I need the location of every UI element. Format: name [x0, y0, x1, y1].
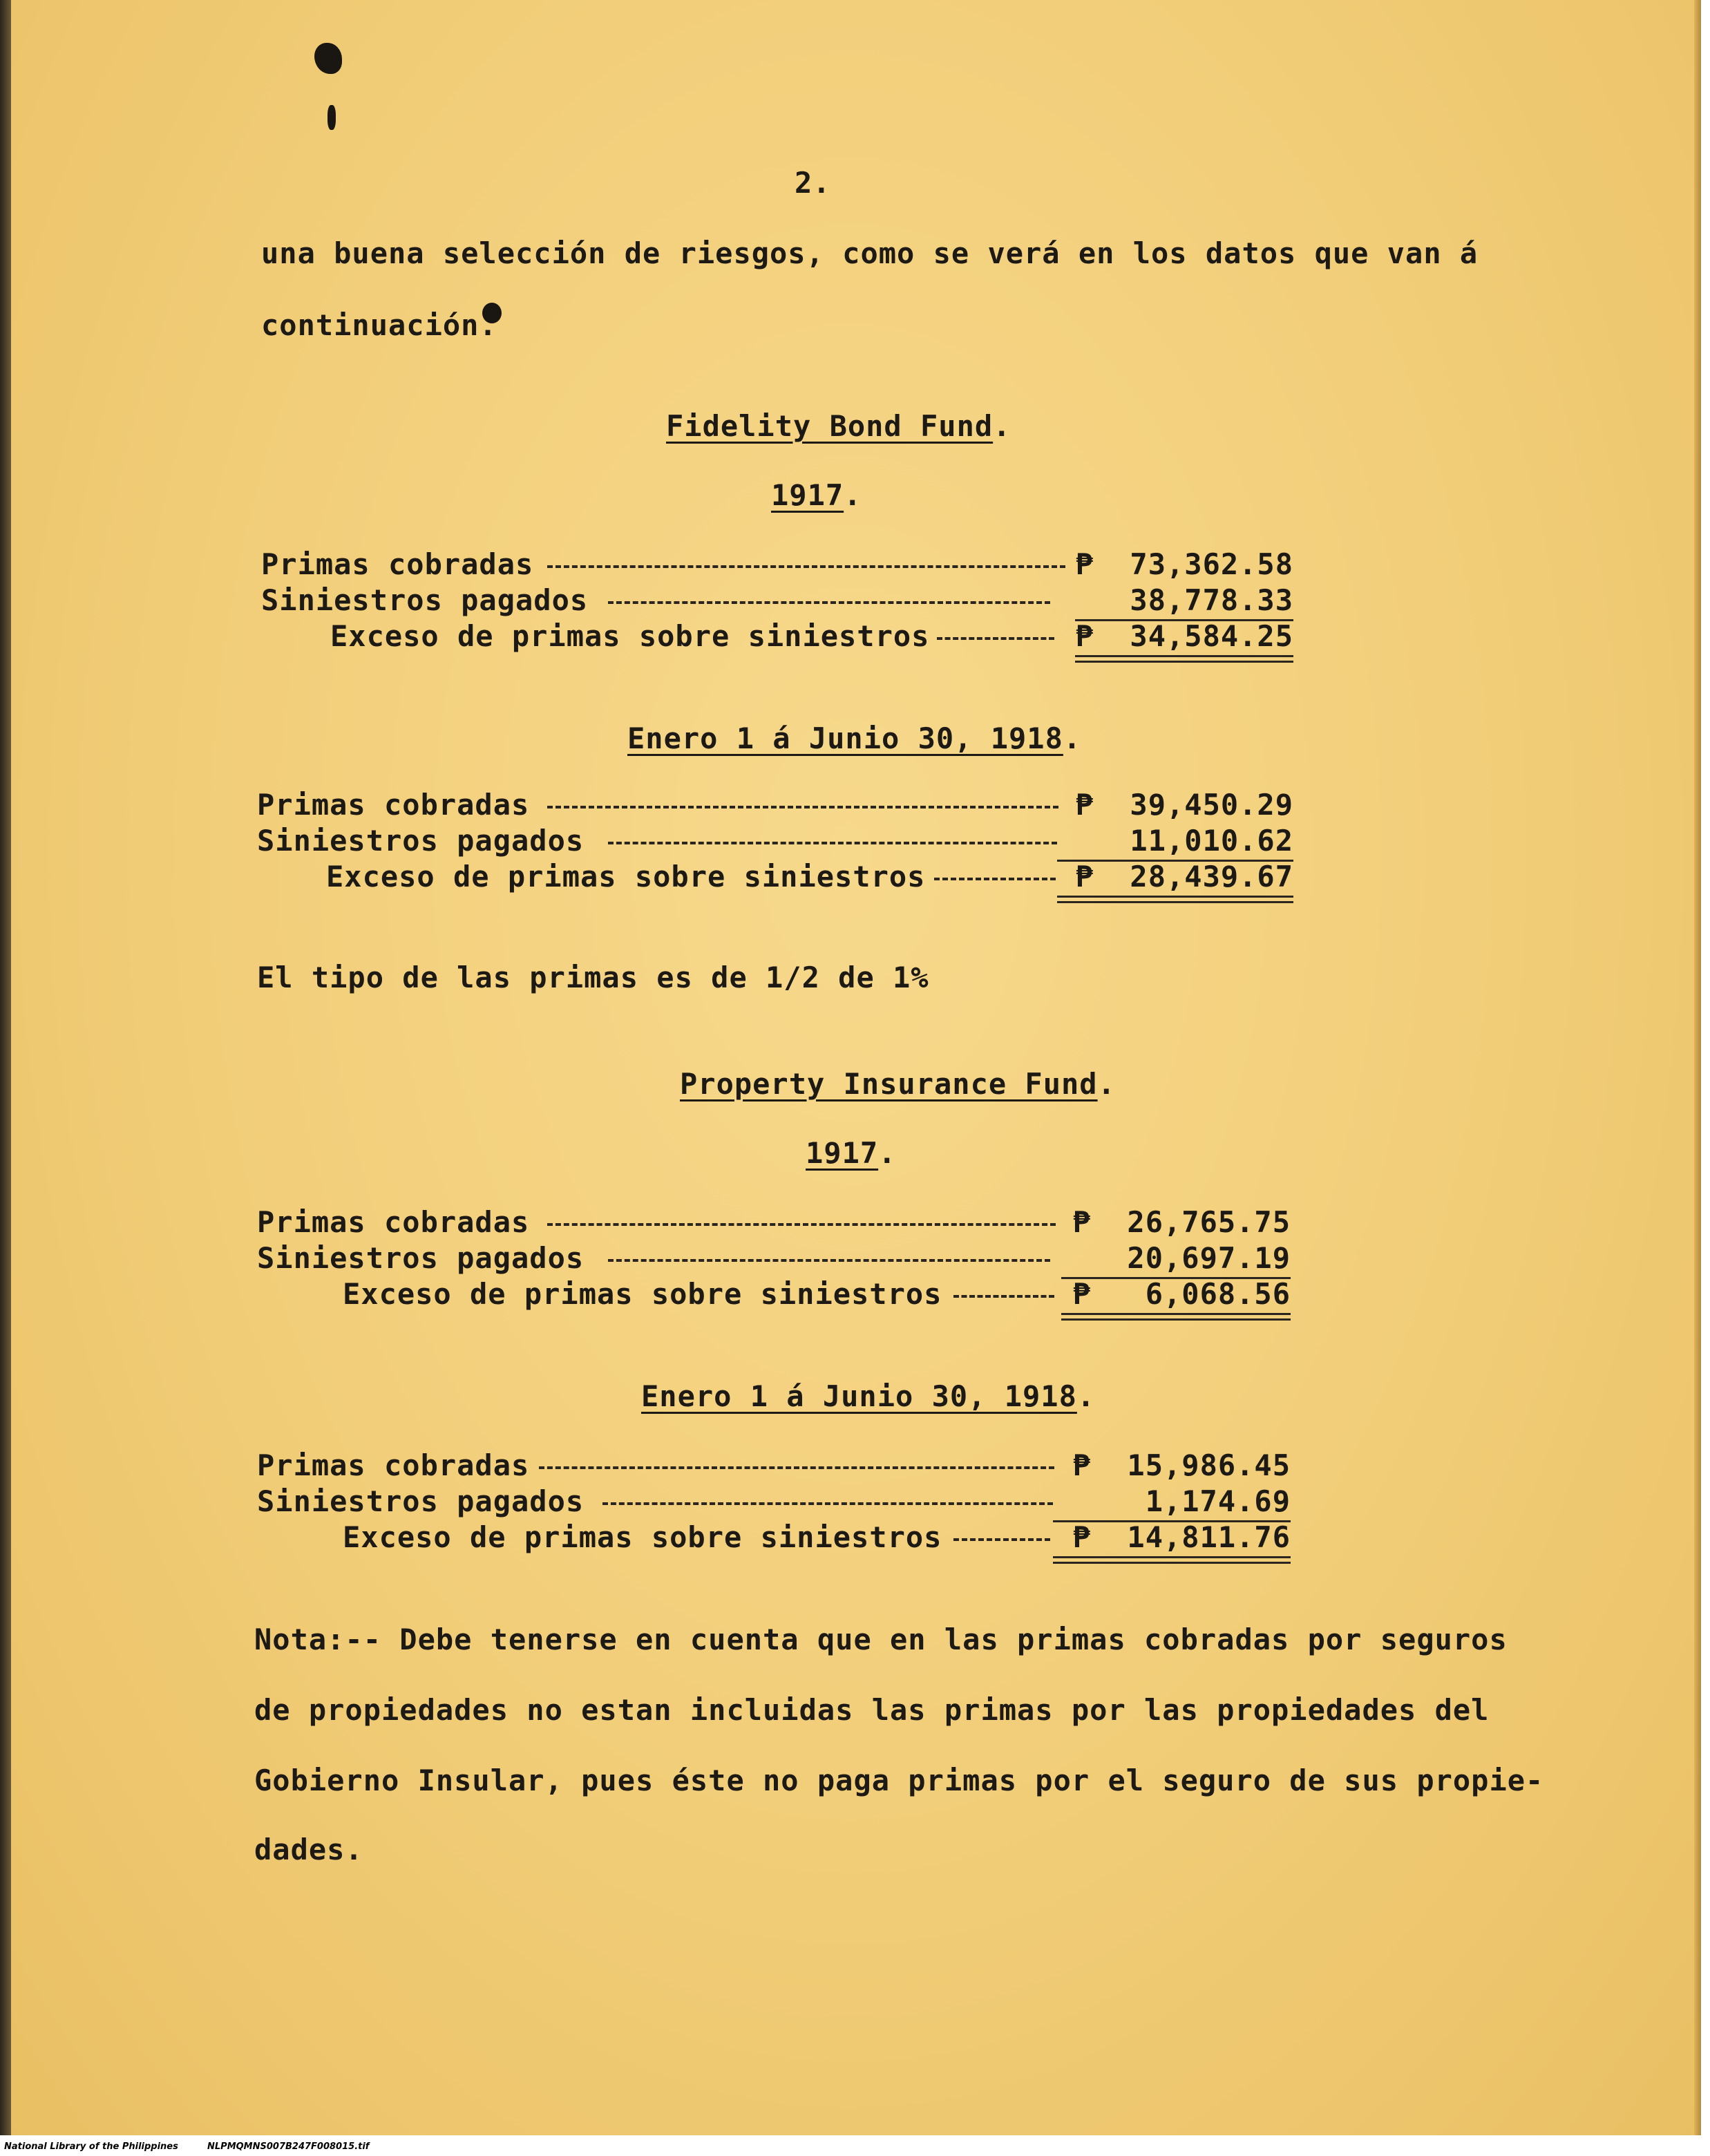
property-heading: Property Insurance Fund.: [680, 1067, 1116, 1101]
leader-line: [547, 806, 1058, 808]
property-1918-exceso-value: ₱ 14,811.76: [1072, 1520, 1291, 1554]
nota-line-4: dades.: [254, 1833, 363, 1866]
fidelity-1918-primas-value: ₱ 39,450.29: [1075, 788, 1293, 822]
property-1917-exceso-label: Exceso de primas sobre siniestros: [343, 1277, 942, 1311]
nota-line-3: Gobierno Insular, pues éste no paga primas por el seguro de sus propie-: [254, 1763, 1544, 1797]
property-1918-primas-label: Primas cobradas: [257, 1448, 530, 1482]
total-rule-double: [1075, 661, 1293, 663]
leader-line: [547, 1223, 1056, 1226]
total-rule-double: [1053, 1562, 1291, 1564]
total-rule: [1057, 896, 1293, 898]
scan-footer: [0, 2137, 1710, 2156]
fidelity-1917-siniestros-label: Siniestros pagados: [261, 583, 589, 617]
fidelity-half-heading: Enero 1 á Junio 30, 1918.: [627, 721, 1082, 755]
property-1917-siniestros-value: 20,697.19: [1127, 1241, 1291, 1275]
intro-line-1: una buena selección de riesgos, como se verá en los datos que van á: [261, 236, 1479, 270]
property-1917-siniestros-label: Siniestros pagados: [257, 1241, 585, 1275]
punch-hole-mark: [314, 43, 342, 74]
fidelity-1918-siniestros-value: 11,010.62: [1130, 824, 1293, 858]
leader-line: [953, 1538, 1050, 1541]
leader-line: [539, 1466, 1054, 1469]
fidelity-1917-exceso-label: Exceso de primas sobre siniestros: [330, 619, 930, 653]
property-1918-siniestros-value: 1,174.69: [1145, 1484, 1291, 1518]
scan-edge-right: [1694, 0, 1701, 2135]
fidelity-heading: Fidelity Bond Fund.: [666, 409, 1011, 443]
leader-line: [608, 842, 1057, 844]
total-rule: [1061, 1313, 1291, 1315]
fidelity-1917-primas-value: ₱ 73,362.58: [1075, 547, 1293, 581]
rate-note: El tipo de las primas es de 1/2 de 1%: [257, 961, 929, 994]
property-1917-primas-value: ₱ 26,765.75: [1072, 1205, 1291, 1239]
property-1917-exceso-value: ₱ 6,068.56: [1072, 1277, 1291, 1311]
footer-library: National Library of the Philippines: [4, 2141, 178, 2152]
fidelity-1918-exceso-label: Exceso de primas sobre siniestros: [326, 860, 926, 893]
leader-line: [934, 878, 1056, 880]
intro-line-2: continuación.: [261, 308, 497, 342]
fidelity-1917-exceso-value: ₱ 34,584.25: [1075, 619, 1293, 653]
nota-line-1: Nota:-- Debe tenerse en cuenta que en las primas cobradas por seguros: [254, 1623, 1508, 1656]
leader-line: [608, 601, 1050, 604]
leader-line: [608, 1259, 1050, 1262]
nota-line-2: de propiedades no estan incluidas las primas por las propiedades del: [254, 1693, 1490, 1727]
leader-line: [953, 1295, 1054, 1298]
property-1917-primas-label: Primas cobradas: [257, 1205, 530, 1239]
property-year-heading: 1917.: [806, 1136, 897, 1170]
total-rule: [1053, 1556, 1291, 1558]
property-1918-primas-value: ₱ 15,986.45: [1072, 1448, 1291, 1482]
leader-line: [547, 565, 1065, 568]
property-half-heading: Enero 1 á Junio 30, 1918.: [641, 1379, 1096, 1413]
leader-line: [602, 1502, 1053, 1505]
property-1918-exceso-label: Exceso de primas sobre siniestros: [343, 1520, 942, 1554]
scan-edge-left: [0, 0, 11, 2135]
fidelity-1917-siniestros-value: 38,778.33: [1130, 583, 1293, 617]
fidelity-1918-siniestros-label: Siniestros pagados: [257, 824, 585, 858]
property-1918-siniestros-label: Siniestros pagados: [257, 1484, 585, 1518]
fidelity-1918-exceso-value: ₱ 28,439.67: [1075, 860, 1293, 893]
footer-filename: NLPMQMNS007B247F008015.tif: [207, 2141, 370, 2152]
leader-line: [937, 637, 1054, 640]
total-rule: [1075, 655, 1293, 657]
punch-hole-mark-small: [327, 105, 336, 130]
page-number: 2.: [795, 166, 831, 200]
fidelity-1918-primas-label: Primas cobradas: [257, 788, 530, 822]
fidelity-year-heading: 1917.: [771, 478, 862, 512]
total-rule-double: [1057, 901, 1293, 903]
total-rule-double: [1061, 1318, 1291, 1321]
fidelity-1917-primas-label: Primas cobradas: [261, 547, 534, 581]
